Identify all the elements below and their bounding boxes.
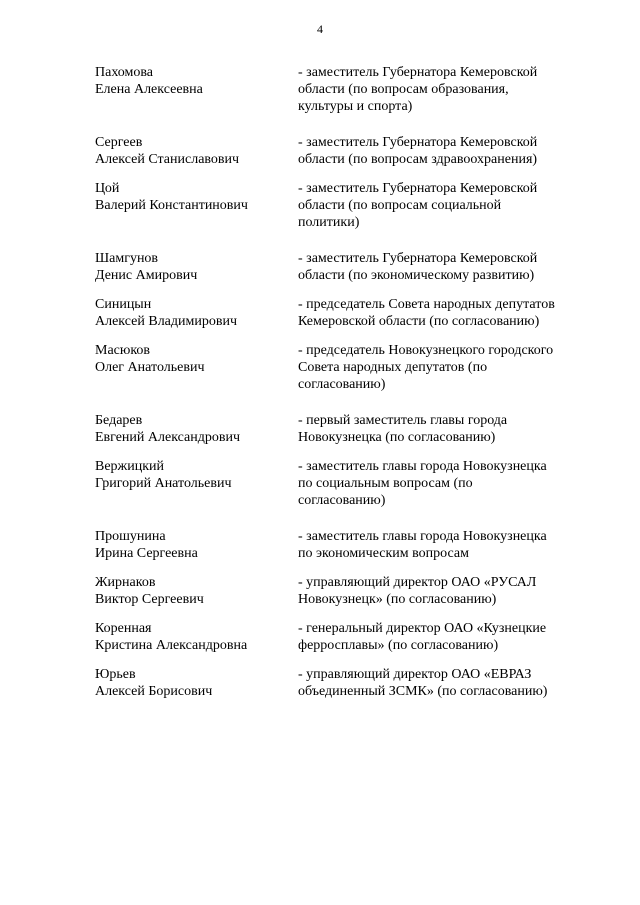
member-surname: Масюков — [95, 343, 151, 358]
member-role: - заместитель главы города Новокузнецка по социальным вопросам (по согласованию) — [298, 459, 547, 508]
commission-member-list — [95, 64, 595, 712]
member-entry-korennaya — [95, 620, 595, 654]
member-role: - заместитель Губернатора Кемеровской области (по экономическому развитию) — [298, 251, 538, 283]
member-given-names: Алексей Станиславович — [95, 152, 240, 167]
member-entry-yuryev — [95, 666, 595, 700]
member-name — [95, 342, 298, 393]
member-given-names: Ирина Сергеевна — [95, 546, 198, 561]
member-name — [95, 528, 298, 562]
member-name — [95, 64, 298, 115]
member-surname: Вержицкий — [95, 459, 164, 474]
member-entry-pakhomova — [95, 64, 595, 115]
member-role: - председатель Совета народных депутатов Кемеровской области (по согласованию) — [298, 297, 555, 329]
member-role: - генеральный директор ОАО «Кузнецкие ферросплавы» (по согласованию) — [298, 621, 547, 653]
member-entry-verzhitsky — [95, 458, 595, 509]
member-given-names: Валерий Константинович — [95, 198, 248, 213]
member-role: - заместитель Губернатора Кемеровской области (по вопросам социальной политики) — [298, 181, 538, 230]
member-given-names: Алексей Борисович — [95, 684, 213, 699]
member-name — [95, 134, 298, 168]
member-surname: Цой — [95, 181, 120, 196]
member-role: - заместитель Губернатора Кемеровской области (по вопросам образования, культуры и спорта) — [298, 65, 538, 114]
member-name — [95, 250, 298, 284]
member-entry-zhirnakov — [95, 574, 595, 608]
member-surname: Жирнаков — [95, 575, 156, 590]
member-given-names: Алексей Владимирович — [95, 314, 238, 329]
member-name — [95, 666, 298, 700]
member-surname: Пахомова — [95, 65, 154, 80]
member-given-names: Денис Амирович — [95, 268, 198, 283]
member-role: - заместитель Губернатора Кемеровской области (по вопросам здравоохранения) — [298, 135, 538, 167]
member-surname: Синицын — [95, 297, 152, 312]
page-number: 4 — [317, 22, 323, 36]
member-name — [95, 620, 298, 654]
member-surname: Шамгунов — [95, 251, 159, 266]
member-role: - управляющий директор ОАО «РУСАЛ Новокузнецк» (по согласованию) — [298, 575, 537, 607]
member-surname: Бедарев — [95, 413, 143, 428]
member-entry-sinitsyn — [95, 296, 595, 330]
member-given-names: Евгений Александрович — [95, 430, 241, 445]
member-given-names: Виктор Сергеевич — [95, 592, 204, 607]
member-given-names: Елена Алексеевна — [95, 82, 203, 97]
member-name — [95, 296, 298, 330]
member-entry-tsoi — [95, 180, 595, 231]
member-name — [95, 180, 298, 231]
member-entry-bedarev — [95, 412, 595, 446]
member-given-names: Григорий Анатольевич — [95, 476, 232, 491]
member-role: - председатель Новокузнецкого городского Совета народных депутатов (по согласованию) — [298, 343, 554, 392]
member-name — [95, 574, 298, 608]
member-name — [95, 412, 298, 446]
member-name — [95, 458, 298, 509]
member-surname: Юрьев — [95, 667, 136, 682]
member-entry-proshunina — [95, 528, 595, 562]
member-given-names: Кристина Александровна — [95, 638, 248, 653]
member-role: - первый заместитель главы города Новокузнецка (по согласованию) — [298, 413, 508, 445]
member-role: - управляющий директор ОАО «ЕВРАЗ объединенный ЗСМК» (по согласованию) — [298, 667, 548, 699]
member-entry-sergeev — [95, 134, 595, 168]
member-entry-masyukov — [95, 342, 595, 393]
member-surname: Сергеев — [95, 135, 143, 150]
member-surname: Прошунина — [95, 529, 166, 544]
member-given-names: Олег Анатольевич — [95, 360, 205, 375]
member-surname: Коренная — [95, 621, 152, 636]
member-role: - заместитель главы города Новокузнецка по экономическим вопросам — [298, 529, 547, 561]
member-entry-shamgunov — [95, 250, 595, 284]
